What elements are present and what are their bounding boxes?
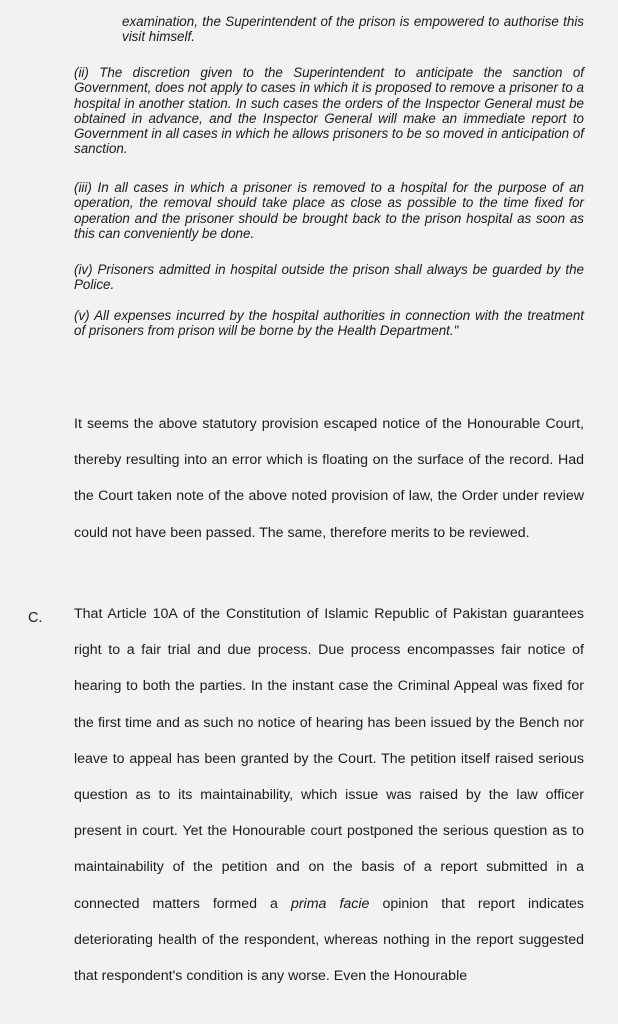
paragraph-statutory-provision: It seems the above statutory provision escaped notice of the Honourable Court, thereby resulting into an error which is floating on the surface of the record. Had the Court taken note of the above noted provision of law, the Order under review could not have been passed. The same, therefore merits to be reviewed. <box>74 416 584 541</box>
quote-clause-iii: (iii) In all cases in which a prisoner is removed to a hospital for the purpose of an operation, the removal should take place as close as possible to the time fixed for operation and the prisoner should be brought back to the prison hospital as soon as this can conveniently be done. <box>74 180 584 241</box>
section-c-text-before: That Article 10A of the Constitution of Islamic Republic of Pakistan guarantees right to a fair trial and due process. Due process encompasses fair notice of hearing to both the parties. In the instant case the Criminal Appeal was fixed for the first time and as such no notice of hearing has been issued by the Bench nor leave to appeal has been granted by the Court. The petition itself raised serious question as to its maintainability, which issue was raised by the law officer present in court. Yet the Honourable court postponed the serious question as to maintainability of the petition and on the basis of a report submitted in a connected matters formed a <box>74 606 584 912</box>
section-c-paragraph <box>74 596 584 994</box>
quote-clause-ii: (ii) The discretion given to the Superintendent to anticipate the sanction of Government, does not apply to cases in which it is proposed to remove a prisoner to a hospital in another station. In such cases the orders of the Inspector General must be obtained in advance, and the Inspector General will make an immediate report to Government in all cases in which he allows prisoners to be so moved in anticipation of sanction. <box>74 65 584 157</box>
quote-clause-iv: (iv) Prisoners admitted in hospital outside the prison shall always be guarded by the Police. <box>74 262 584 293</box>
quote-continuation: examination, the Superintendent of the prison is empowered to authorise this visit himself. <box>122 14 584 45</box>
section-c-text-italic: prima facie <box>290 895 370 912</box>
section-c-text-after: opinion that report indicates deteriorating health of the respondent, whereas nothing in the report suggested that respondent's condition is any worse. Even the Honourable <box>74 895 585 985</box>
section-c-label: C. <box>28 610 43 626</box>
quote-clause-v: (v) All expenses incurred by the hospital authorities in connection with the treatment of prisoners from prison will be borne by the Health Department." <box>74 308 584 339</box>
